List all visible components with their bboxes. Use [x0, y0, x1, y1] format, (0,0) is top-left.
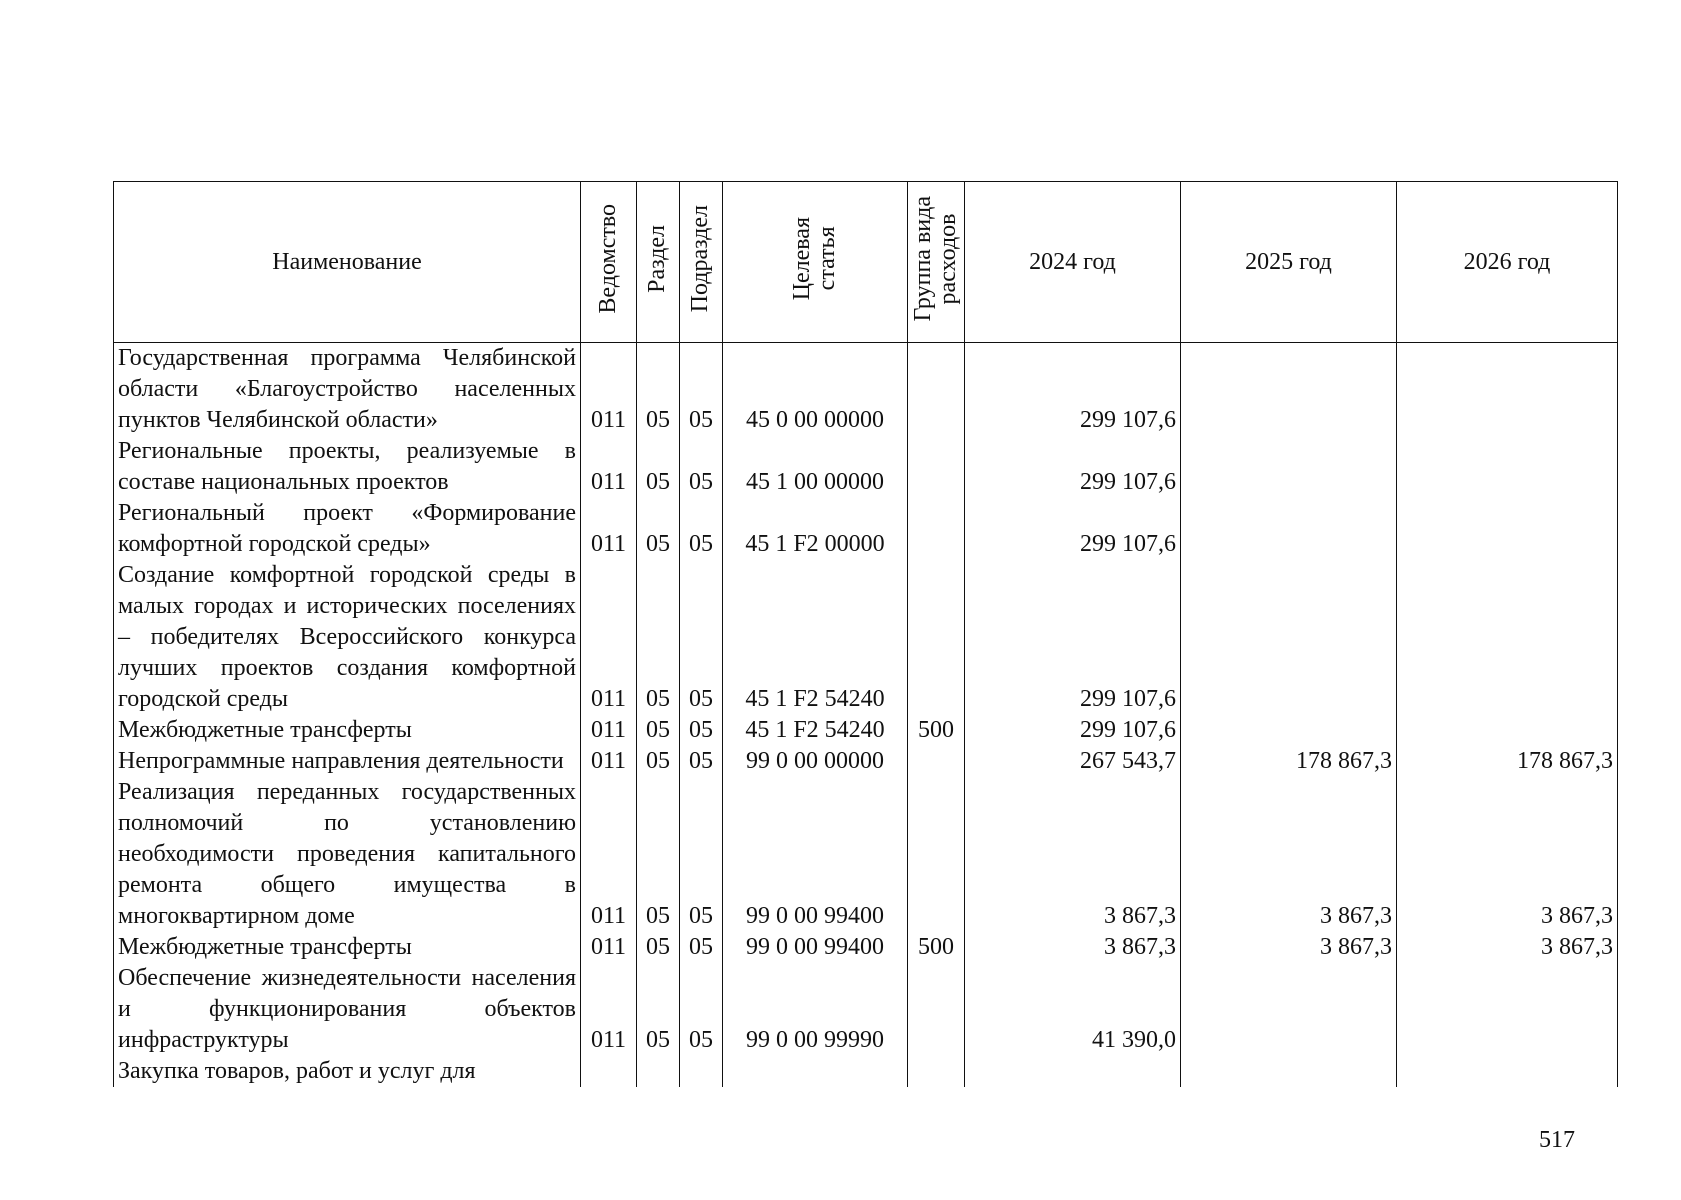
row-2024: 3 867,3	[965, 777, 1181, 932]
row-2024: 3 867,3	[965, 932, 1181, 963]
row-target: 45 1 F2 54240	[723, 560, 908, 715]
row-2026: 3 867,3	[1397, 777, 1618, 932]
row-2026: 3 867,3	[1397, 932, 1618, 963]
row-expense-group	[908, 1056, 965, 1087]
header-2025: 2025 год	[1181, 182, 1397, 343]
header-section: Раздел	[637, 182, 680, 343]
row-2026	[1397, 436, 1618, 498]
row-subsection: 05	[680, 777, 723, 932]
row-2024: 299 107,6	[965, 715, 1181, 746]
row-subsection: 05	[680, 498, 723, 560]
row-2025: 3 867,3	[1181, 932, 1397, 963]
row-target: 45 1 F2 00000	[723, 498, 908, 560]
row-dept	[581, 1056, 637, 1087]
row-target	[723, 1056, 908, 1087]
row-2024: 299 107,6	[965, 560, 1181, 715]
row-target: 45 1 F2 54240	[723, 715, 908, 746]
row-name: Реализация переданных государственных полномочий по установлению необходимости проведения капитального ремонта общего имущества в многоквартирном доме	[114, 777, 581, 932]
row-dept: 011	[581, 498, 637, 560]
row-subsection: 05	[680, 746, 723, 777]
table-row	[114, 343, 1618, 437]
table-row	[114, 777, 1618, 932]
row-2025	[1181, 436, 1397, 498]
row-section: 05	[637, 436, 680, 498]
row-2025	[1181, 1056, 1397, 1087]
row-2025	[1181, 963, 1397, 1056]
row-dept: 011	[581, 715, 637, 746]
row-expense-group	[908, 498, 965, 560]
row-target: 99 0 00 99400	[723, 777, 908, 932]
row-name: Закупка товаров, работ и услуг для	[114, 1056, 581, 1087]
row-expense-group	[908, 343, 965, 437]
row-section: 05	[637, 746, 680, 777]
row-subsection: 05	[680, 343, 723, 437]
row-expense-group	[908, 746, 965, 777]
row-section: 05	[637, 715, 680, 746]
row-name: Межбюджетные трансферты	[114, 715, 581, 746]
row-2026	[1397, 498, 1618, 560]
row-expense-group: 500	[908, 715, 965, 746]
table-row	[114, 963, 1618, 1056]
row-name: Создание комфортной городской среды в малых городах и исторических поселениях – победителях Всероссийского конкурса лучших проектов создания комфортной городской среды	[114, 560, 581, 715]
row-name: Обеспечение жизнедеятельности населения и функционирования объектов инфраструктуры	[114, 963, 581, 1056]
row-2026	[1397, 343, 1618, 437]
table-header-row	[114, 182, 1618, 343]
row-2025: 178 867,3	[1181, 746, 1397, 777]
row-dept: 011	[581, 932, 637, 963]
table-row	[114, 436, 1618, 498]
row-name: Региональный проект «Формирование комфортной городской среды»	[114, 498, 581, 560]
table-row	[114, 498, 1618, 560]
row-2025	[1181, 715, 1397, 746]
row-dept: 011	[581, 560, 637, 715]
row-expense-group	[908, 560, 965, 715]
budget-table	[113, 181, 1618, 1087]
page-number: 517	[1539, 1127, 1575, 1153]
row-section: 05	[637, 932, 680, 963]
row-2025	[1181, 560, 1397, 715]
row-2024: 41 390,0	[965, 963, 1181, 1056]
row-2026	[1397, 715, 1618, 746]
header-2024: 2024 год	[965, 182, 1181, 343]
header-2026: 2026 год	[1397, 182, 1618, 343]
row-2026: 178 867,3	[1397, 746, 1618, 777]
header-subsection: Подраздел	[680, 182, 723, 343]
row-dept: 011	[581, 777, 637, 932]
row-subsection: 05	[680, 963, 723, 1056]
row-subsection: 05	[680, 560, 723, 715]
header-dept: Ведомство	[581, 182, 637, 343]
row-2026	[1397, 1056, 1618, 1087]
row-target: 99 0 00 99400	[723, 932, 908, 963]
row-section: 05	[637, 343, 680, 437]
row-dept: 011	[581, 746, 637, 777]
row-dept: 011	[581, 963, 637, 1056]
row-2025	[1181, 343, 1397, 437]
row-expense-group: 500	[908, 932, 965, 963]
row-2025	[1181, 498, 1397, 560]
row-subsection: 05	[680, 715, 723, 746]
row-section: 05	[637, 777, 680, 932]
row-section: 05	[637, 963, 680, 1056]
header-expense-group: Группа вида расходов	[908, 182, 965, 343]
row-2024: 299 107,6	[965, 343, 1181, 437]
table-row	[114, 560, 1618, 715]
row-section: 05	[637, 498, 680, 560]
row-dept: 011	[581, 343, 637, 437]
row-target: 45 0 00 00000	[723, 343, 908, 437]
table-row	[114, 746, 1618, 777]
row-expense-group	[908, 963, 965, 1056]
row-expense-group	[908, 436, 965, 498]
row-2024: 267 543,7	[965, 746, 1181, 777]
row-2026	[1397, 560, 1618, 715]
row-name: Непрограммные направления деятельности	[114, 746, 581, 777]
table-row	[114, 715, 1618, 746]
row-2024	[965, 1056, 1181, 1087]
row-name: Государственная программа Челябинской области «Благоустройство населенных пунктов Челябинской области»	[114, 343, 581, 437]
row-dept: 011	[581, 436, 637, 498]
row-2025: 3 867,3	[1181, 777, 1397, 932]
table-row	[114, 932, 1618, 963]
row-target: 99 0 00 99990	[723, 963, 908, 1056]
row-2024: 299 107,6	[965, 436, 1181, 498]
row-2026	[1397, 963, 1618, 1056]
row-section: 05	[637, 560, 680, 715]
row-name: Межбюджетные трансферты	[114, 932, 581, 963]
header-name: Наименование	[114, 182, 581, 343]
row-subsection: 05	[680, 436, 723, 498]
row-target: 99 0 00 00000	[723, 746, 908, 777]
header-target: Целевая статья	[723, 182, 908, 343]
row-name: Региональные проекты, реализуемые в составе национальных проектов	[114, 436, 581, 498]
row-2024: 299 107,6	[965, 498, 1181, 560]
row-target: 45 1 00 00000	[723, 436, 908, 498]
row-section	[637, 1056, 680, 1087]
row-subsection	[680, 1056, 723, 1087]
row-subsection: 05	[680, 932, 723, 963]
table-row	[114, 1056, 1618, 1087]
row-expense-group	[908, 777, 965, 932]
